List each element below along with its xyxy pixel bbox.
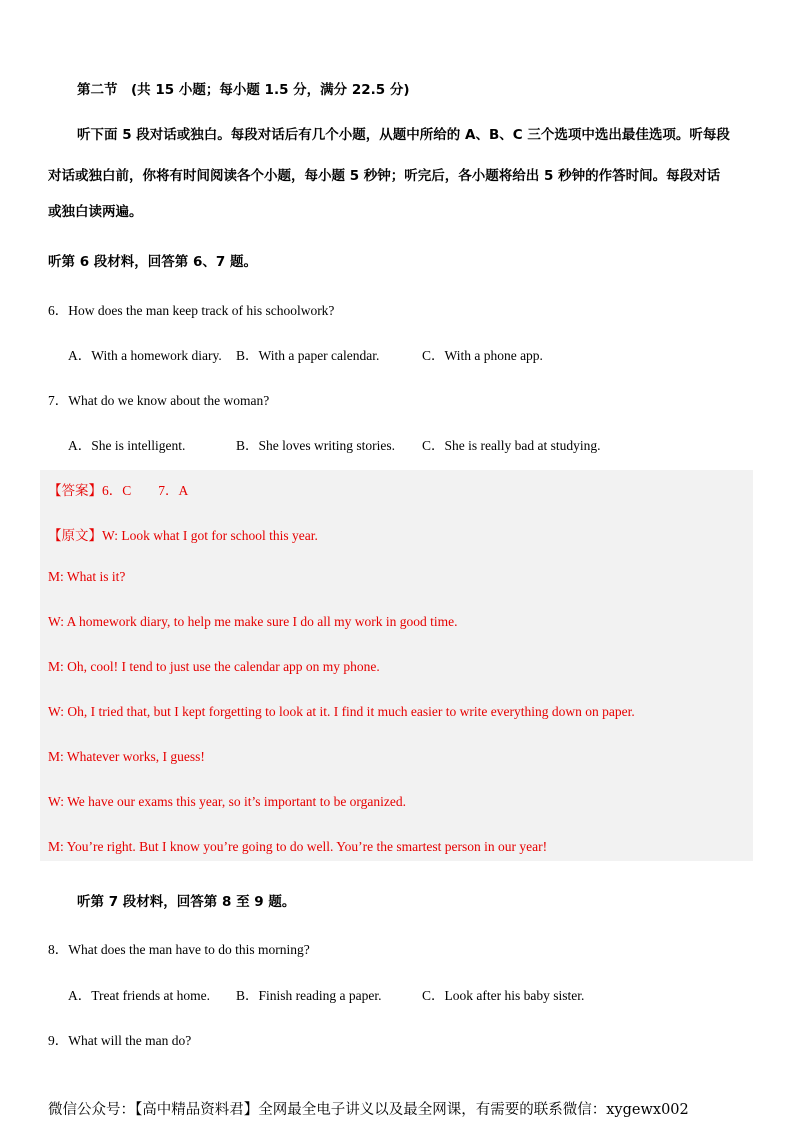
transcript-line-2: M: What is it?	[48, 569, 126, 584]
question-7-option-b: B．She loves writing stories.	[236, 438, 395, 453]
question-7-option-c: C．She is really bad at studying.	[422, 438, 601, 453]
question-7-stem: 7．What do we know about the woman?	[48, 393, 270, 408]
transcript-line-7: W: We have our exams this year, so it’s important to be organized.	[48, 794, 407, 809]
section-header: 第二节 (共 15 小题；每小题 1.5 分，满分 22.5 分)	[77, 82, 410, 98]
question-6-option-b: B．With a paper calendar.	[236, 348, 380, 363]
question-8-option-a: A．Treat friends at home.	[68, 988, 210, 1003]
transcript-line-3: W: A homework diary, to help me make sure I do all my work in good time.	[48, 614, 458, 629]
question-8-option-b: B．Finish reading a paper.	[236, 988, 382, 1003]
instruction-line-2: 对话或独白前，你将有时间阅读各个小题，每小题 5 秒钟；听完后，各小题将给出 5 秒钟的作答时间。每段对话	[48, 168, 721, 184]
transcript-line-6: M: Whatever works, I guess!	[48, 749, 205, 764]
question-7-option-a: A．She is intelligent.	[68, 438, 186, 453]
transcript-line-5: W: Oh, I tried that, but I kept forgetting to look at it. I find it much easier to write everything down on paper.	[48, 704, 635, 719]
answer-line	[48, 479, 188, 499]
question-8-stem: 8．What does the man have to do this morning?	[48, 942, 310, 957]
material-7-heading: 听第 7 段材料，回答第 8 至 9 题。	[77, 894, 296, 910]
transcript-line-4: M: Oh, cool! I tend to just use the calendar app on my phone.	[48, 659, 380, 674]
transcript-line-8: M: You’re right. But I know you’re going to do well. You’re the smartest person in our year!	[48, 839, 548, 854]
question-9-stem: 9．What will the man do?	[48, 1033, 192, 1048]
material-6-heading: 听第 6 段材料，回答第 6、7 题。	[48, 254, 257, 270]
instruction-line-3: 或独白读两遍。	[48, 204, 143, 220]
question-6-stem: 6．How does the man keep track of his schoolwork?	[48, 303, 335, 318]
transcript-text-1: W: Look what I got for school this year.	[102, 528, 318, 543]
answer-label: 【答案】	[48, 483, 102, 498]
answer-values: 6．C 7．A	[102, 483, 189, 498]
question-6-option-c: C．With a phone app.	[422, 348, 543, 363]
instruction-line-1: 听下面 5 段对话或独白。每段对话后有几个小题，从题中所给的 A、B、C 三个选项中选出最佳选项。听每段	[77, 127, 730, 143]
question-6-option-a: A．With a homework diary.	[68, 348, 222, 363]
footer-watermark-text: 微信公众号：【高中精品资料君】全网最全电子讲义以及最全网课，有需要的联系微信：xygewx002	[48, 1102, 689, 1118]
transcript-line-1	[48, 524, 318, 544]
question-8-option-c: C．Look after his baby sister.	[422, 988, 585, 1003]
transcript-label: 【原文】	[48, 528, 102, 543]
